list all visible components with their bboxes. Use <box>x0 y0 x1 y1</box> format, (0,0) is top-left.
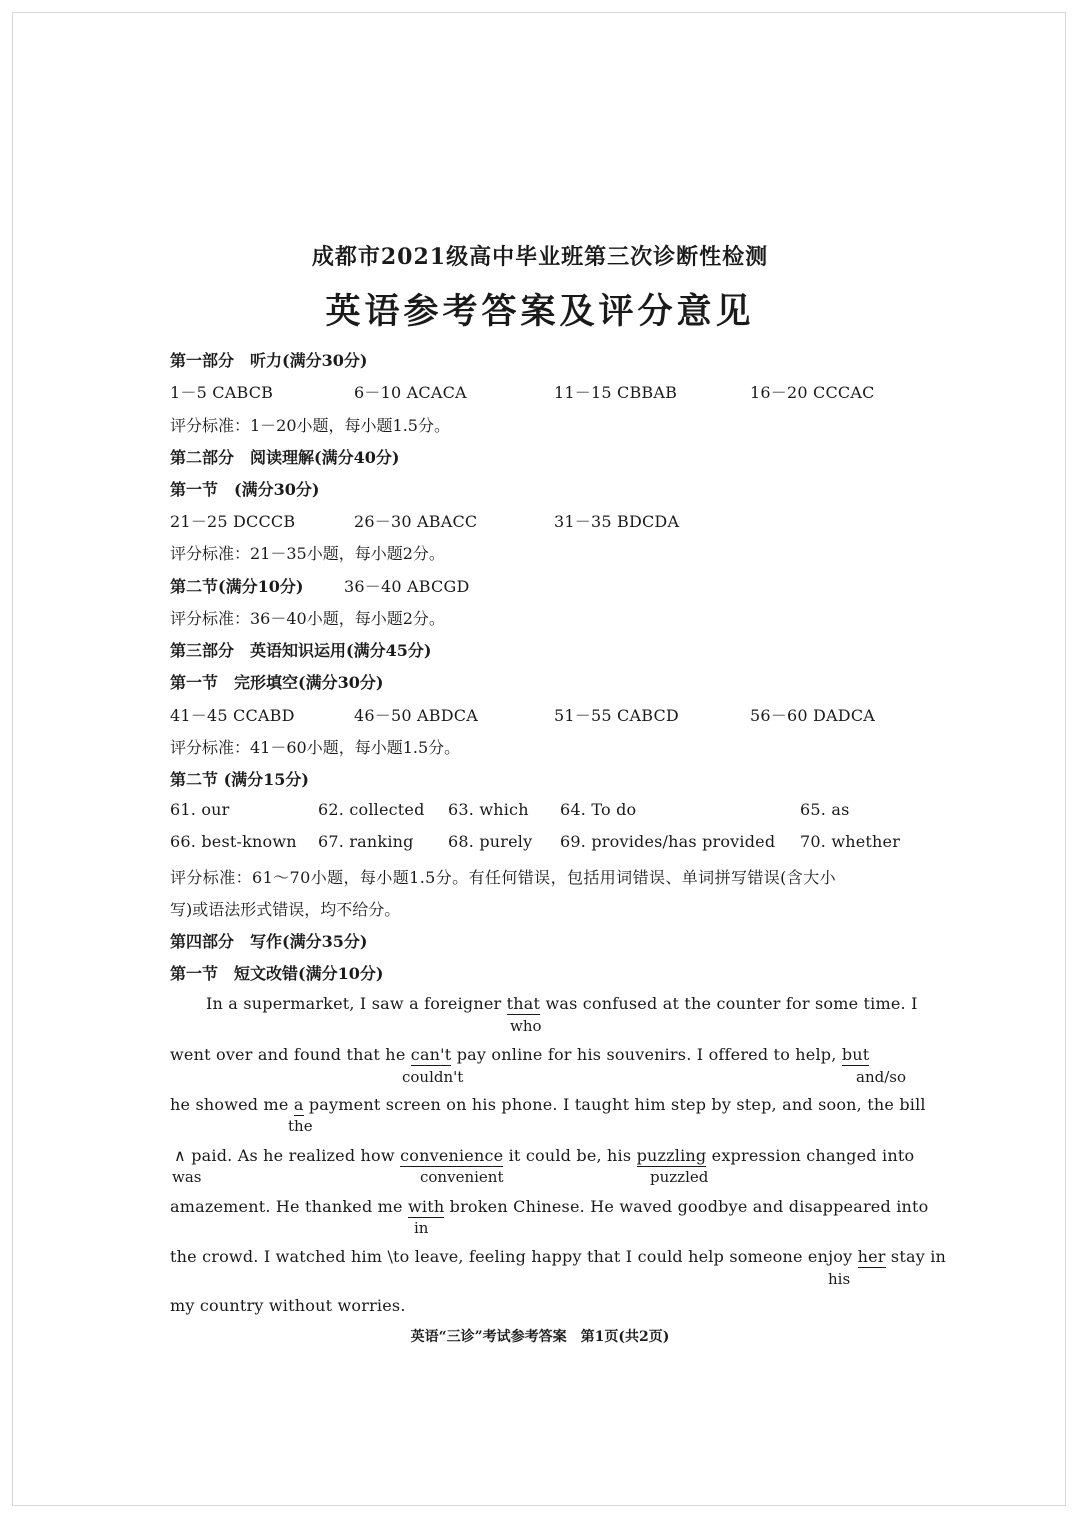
part4-section1-heading: 第一节 短文改错(满分10分) <box>170 964 384 983</box>
answer-group: 36－40 ABCGD <box>344 577 470 596</box>
passage-line: he showed me a payment screen on his phone. I taught him step by step, and soon, the bill <box>170 1095 926 1114</box>
part3-section1-heading: 第一节 完形填空(满分30分) <box>170 673 384 692</box>
passage-line: ∧ paid. As he realized how convenience it could be, his puzzling expression changed into <box>174 1146 915 1165</box>
error-word: can't <box>410 1045 452 1064</box>
answer-group: 56－60 DADCA <box>750 706 876 725</box>
correction: in <box>414 1219 429 1237</box>
answer-item: 67. ranking <box>318 832 414 851</box>
answer-item: 64. To do <box>560 800 637 819</box>
correction: convenient <box>420 1168 504 1186</box>
error-word: convenience <box>400 1146 504 1165</box>
correction: puzzled <box>650 1168 709 1186</box>
part4-heading: 第四部分 写作(满分35分) <box>170 932 368 951</box>
answer-group: 21－25 DCCCB <box>170 512 296 531</box>
part2-section1-heading: 第一节 (满分30分) <box>170 480 320 499</box>
answer-item: 66. best-known <box>170 832 297 851</box>
correction: his <box>828 1270 851 1288</box>
error-word: but <box>841 1045 870 1064</box>
correction: was <box>172 1168 202 1186</box>
answer-group: 51－55 CABCD <box>554 706 679 725</box>
passage-line: the crowd. I watched him \to leave, feeling happy that I could help someone enjoy her stay in <box>170 1247 947 1266</box>
part3-section2-heading: 第二节 (满分15分) <box>170 770 309 789</box>
answer-group: 31－35 BDCDA <box>554 512 680 531</box>
answer-item: 69. provides/has provided <box>560 832 776 851</box>
correction: and/so <box>856 1068 906 1086</box>
answer-group: 46－50 ABDCA <box>354 706 478 725</box>
insertion-caret: ∧ <box>174 1146 186 1165</box>
scoring-note: 评分标准：1－20小题，每小题1.5分。 <box>170 416 450 435</box>
answer-item: 70. whether <box>800 832 901 851</box>
passage-line: In a supermarket, I saw a foreigner that was confused at the counter for some time. I <box>206 994 918 1013</box>
error-word: that <box>506 994 541 1013</box>
passage-line: went over and found that he can't pay online for his souvenirs. I offered to help, but <box>170 1045 870 1064</box>
answer-item: 68. purely <box>448 832 533 851</box>
page-footer: 英语“三诊”考试参考答案 第1页(共2页) <box>410 1329 670 1345</box>
scoring-note: 评分标准：36－40小题，每小题2分。 <box>170 609 445 628</box>
deletion-mark: \ <box>387 1247 394 1266</box>
scoring-note: 评分标准：61～70小题，每小题1.5分。有任何错误，包括用词错误、单词拼写错误(含大小 <box>170 868 837 887</box>
error-word: puzzling <box>636 1146 707 1165</box>
answer-item: 63. which <box>448 800 529 819</box>
passage-line: my country without worries. <box>170 1296 406 1315</box>
document-title: 英语参考答案及评分意见 <box>325 291 755 332</box>
answer-group: 41－45 CCABD <box>170 706 295 725</box>
correction: couldn't <box>402 1068 464 1086</box>
exam-title: 成都市2021级高中毕业班第三次诊断性检测 <box>311 244 769 270</box>
scoring-note: 写)或语法形式错误，均不给分。 <box>170 900 401 919</box>
answer-group: 26－30 ABACC <box>354 512 478 531</box>
answer-group: 1－5 CABCB <box>170 383 274 402</box>
passage-line: amazement. He thanked me with broken Chinese. He waved goodbye and disappeared into <box>170 1197 929 1216</box>
error-word: with <box>408 1197 445 1216</box>
part1-heading: 第一部分 听力(满分30分) <box>170 351 368 370</box>
correction: the <box>288 1117 313 1135</box>
answer-group: 11－15 CBBAB <box>554 383 678 402</box>
answer-item: 62. collected <box>318 800 425 819</box>
answer-item: 65. as <box>800 800 850 819</box>
part2-section2-heading: 第二节(满分10分) <box>170 577 304 596</box>
part2-heading: 第二部分 阅读理解(满分40分) <box>170 448 400 467</box>
page-frame <box>12 12 1066 1506</box>
correction: who <box>510 1017 542 1035</box>
part3-heading: 第三部分 英语知识运用(满分45分) <box>170 641 432 660</box>
answer-group: 16－20 CCCAC <box>750 383 875 402</box>
scoring-note: 评分标准：41－60小题，每小题1.5分。 <box>170 738 461 757</box>
scoring-note: 评分标准：21－35小题，每小题2分。 <box>170 544 445 563</box>
error-word: her <box>857 1247 886 1266</box>
answer-group: 6－10 ACACA <box>354 383 467 402</box>
error-word: a <box>293 1095 304 1114</box>
answer-item: 61. our <box>170 800 230 819</box>
